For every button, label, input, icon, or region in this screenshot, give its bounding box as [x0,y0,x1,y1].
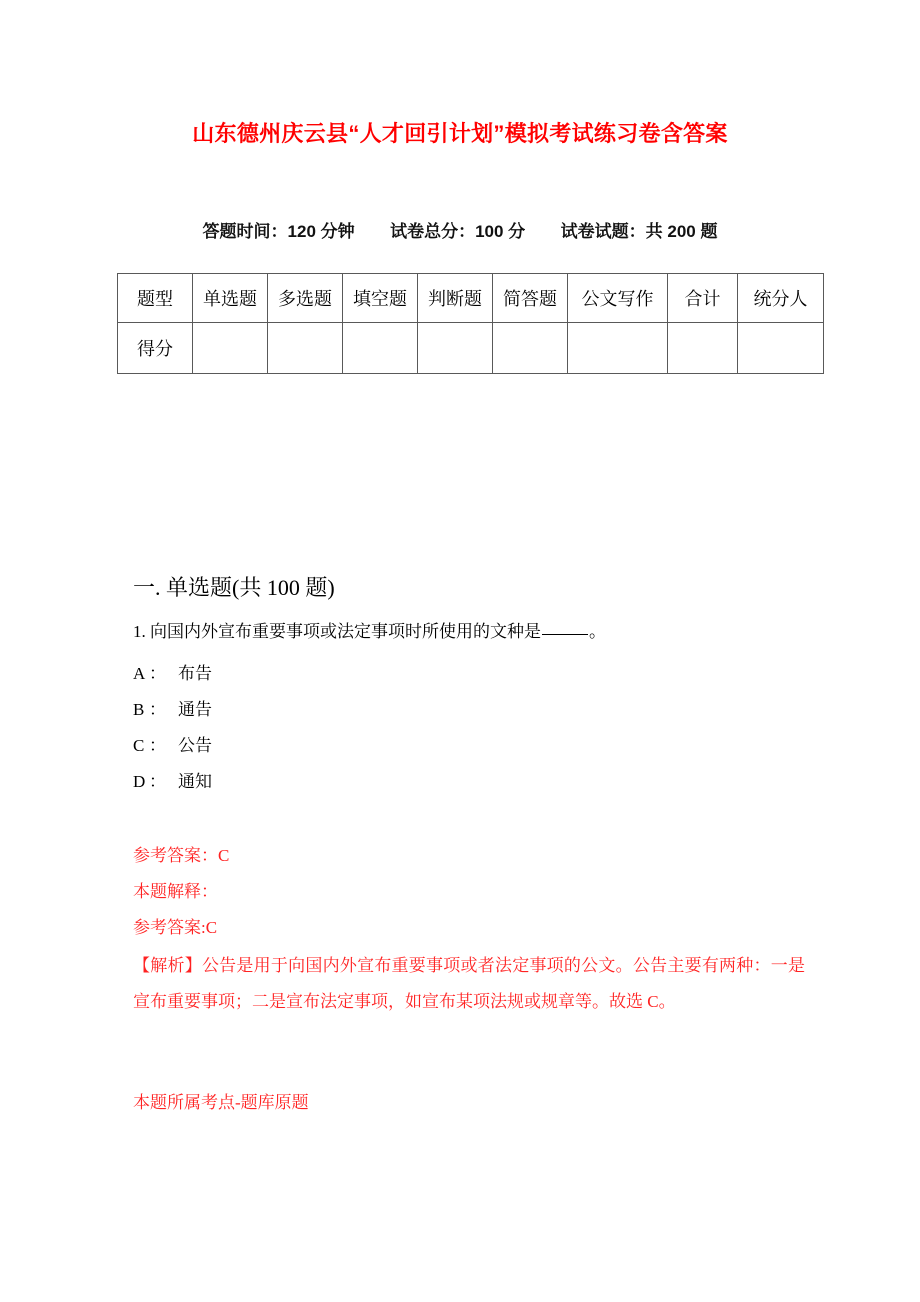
option-c-label: 公告 [178,736,212,755]
option-b-key: B [133,700,145,719]
score-cell-true-false[interactable] [418,323,493,374]
option-a-label: 布告 [178,664,212,683]
score-table-wrapper [117,273,808,374]
score-row-label: 得分 [118,323,193,374]
question-number: 1. [133,622,146,641]
score-cell-multi-choice[interactable] [268,323,343,374]
section-heading-single-choice: 一. 单选题(共 100 题) [133,575,335,600]
option-list [133,656,633,800]
table-header-row [118,274,824,323]
question-source-note: 本题所属考点-题库原题 [133,1093,309,1112]
option-d-separator: ： [149,772,166,791]
table-header-cell: 填空题 [343,274,418,323]
question-stem-text: 向国内外宣布重要事项或法定事项时所使用的文种是 [150,622,541,641]
option-b-label: 通告 [178,700,212,719]
option-d[interactable] [133,764,633,800]
table-header-cell: 公文写作 [568,274,668,323]
option-d-key: D [133,772,146,791]
option-c-key: C [133,736,145,755]
option-d-label: 通知 [178,772,212,791]
option-c-separator: ： [149,736,166,755]
table-header-cell: 判断题 [418,274,493,323]
table-row [118,323,824,374]
table-header-cell: 简答题 [493,274,568,323]
score-cell-fill-blank[interactable] [343,323,418,374]
score-cell-tallier[interactable] [738,323,824,374]
option-a-key: A [133,664,146,683]
question-stem-end: 。 [589,622,606,641]
table-header-cell: 题型 [118,274,193,323]
table-header-cell: 合计 [668,274,738,323]
table-header-cell: 统分人 [738,274,824,323]
exam-meta-line [0,219,920,245]
exam-question-count: 试卷试题：共 200 题 [560,222,718,241]
score-cell-single-choice[interactable] [193,323,268,374]
option-b-separator: ： [149,700,166,719]
explanation-text: 【解析】公告是用于向国内外宣布重要事项或者法定事项的公文。公告主要有两种：一是宣布重要事项；二是宣布法定事项，如宣布某项法规或规章等。故选 C。 [133,956,805,1011]
option-b[interactable] [133,692,633,728]
score-cell-total[interactable] [668,323,738,374]
table-header-cell: 单选题 [193,274,268,323]
score-cell-short-answer[interactable] [493,323,568,374]
answer-blank[interactable] [542,634,588,635]
option-c[interactable] [133,728,633,764]
page-title: 山东德州庆云县“人才回引计划”模拟考试练习卷含答案 [192,121,728,146]
option-a-separator: ： [149,664,166,683]
reference-answer: 参考答案：C [133,846,230,865]
answer-explanation-block [133,838,805,1020]
table-header-cell: 多选题 [268,274,343,323]
score-cell-doc-writing[interactable] [568,323,668,374]
reference-answer-repeat: 参考答案:C [133,918,218,937]
option-a[interactable] [133,656,633,692]
explanation-label: 本题解释： [133,882,218,901]
score-table [117,273,824,374]
question-stem [133,618,833,646]
exam-duration: 答题时间：120 分钟 [202,222,355,241]
exam-total-score: 试卷总分：100 分 [390,222,526,241]
